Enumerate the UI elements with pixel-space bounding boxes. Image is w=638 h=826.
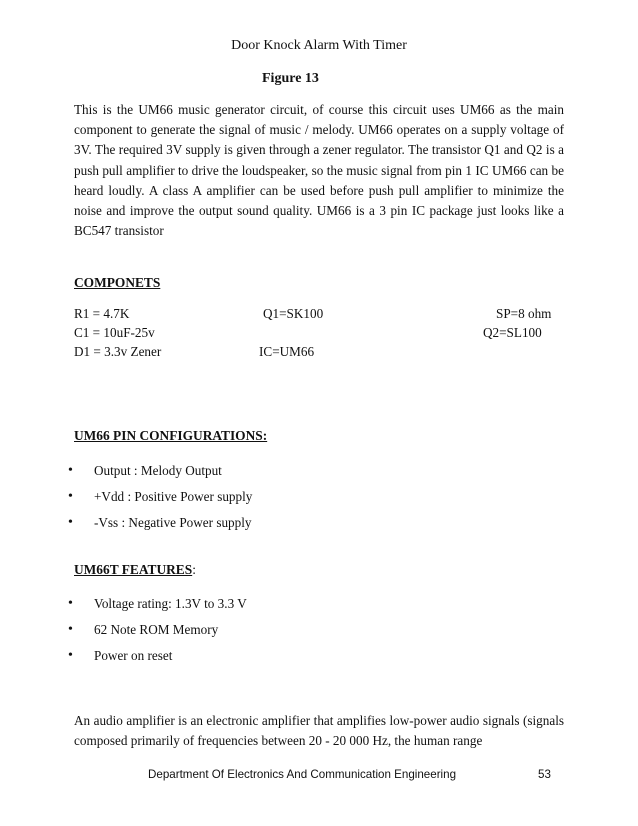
component-q1: Q1=SK100 [263,306,324,321]
figure-caption: Figure 13 [262,71,319,86]
component-ic: IC=UM66 [259,344,315,359]
pin-config-item: -Vss : Negative Power supply [94,515,252,530]
bullet-icon: • [68,463,73,478]
feature-item: 62 Note ROM Memory [94,622,219,637]
bullet-icon: • [68,622,73,637]
feature-item: Power on reset [94,648,173,663]
intro-paragraph: This is the UM66 music generator circuit, of course this circuit uses UM66 as the main component to generate the signal of music / melody. UM66 operates on a supply voltage of 3V. The required 3V supply is given through a zener regulator. The transistor Q1 and Q2 is a push pull amplifier to drive the loudspeaker, so the music signal from pin 1 IC UM66 can be heard loudly. A class A amplifier can be used before push pull amplifier to minimize the noise and improve the output sound quality. UM66 is a 3 pin IC package just looks like a BC547 transistor [74,102,564,239]
page-header-title: Door Knock Alarm With Timer [231,38,407,53]
bullet-icon: • [68,489,73,504]
component-sp: SP=8 ohm [496,306,552,321]
footer-department: Department Of Electronics And Communication Engineering [148,768,457,781]
component-d1: D1 = 3.3v Zener [74,344,162,359]
features-heading-colon: : [192,562,196,577]
pin-config-item: Output : Melody Output [94,463,222,478]
features-heading-text: UM66T FEATURES [74,562,193,577]
bullet-icon: • [68,596,73,611]
bullet-icon: • [68,515,73,530]
feature-item: Voltage rating: 1.3V to 3.3 V [94,596,247,611]
footer-page-number: 53 [538,768,551,781]
component-c1: C1 = 10uF-25v [74,325,155,340]
component-r1: R1 = 4.7K [74,306,130,321]
closing-paragraph: An audio amplifier is an electronic amplifier that amplifies low-power audio signals (signals composed primarily of frequencies between 20 - 20 000 Hz, the human range [74,713,564,749]
features-heading [74,562,196,578]
components-heading: COMPONETS [74,275,161,290]
component-q2: Q2=SL100 [483,325,542,340]
pin-config-heading: UM66 PIN CONFIGURATIONS: [74,428,268,443]
pin-config-item: +Vdd : Positive Power supply [94,489,253,504]
bullet-icon: • [68,648,73,663]
